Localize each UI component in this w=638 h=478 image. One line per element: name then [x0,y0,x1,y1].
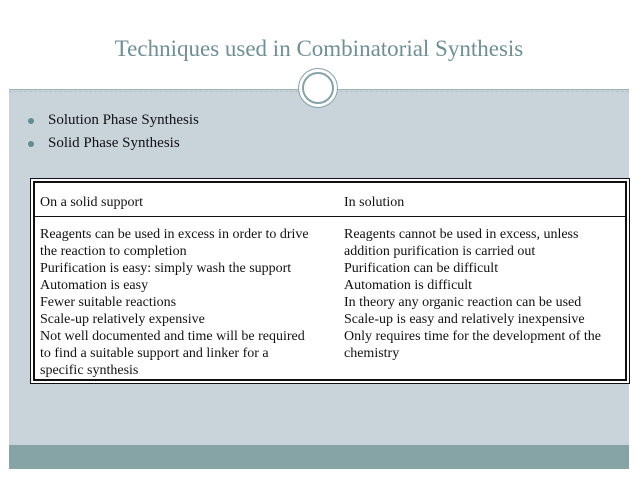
footer-bar [9,445,629,469]
table-header: In solution [344,195,405,210]
table-header: On a solid support [40,195,144,210]
cell-line: In theory any organic reaction can be used [344,295,582,310]
cell-line: Scale-up relatively expensive [40,312,205,327]
cell-line: the reaction to completion [40,244,187,259]
cell-line: Fewer suitable reactions [40,295,177,310]
cell-line: chemistry [344,346,400,361]
cell-line: Purification is easy: simply wash the support [40,261,292,276]
cell-line: Reagents cannot be used in excess, unless [344,227,579,242]
header-rule [35,216,625,217]
bullet-dot-icon [28,141,34,147]
slide [9,9,629,469]
cell-line: Automation is difficult [344,278,473,293]
cell-line: addition purification is carried out [344,244,536,259]
cell-line: to find a suitable support and linker for a [40,346,269,361]
cell-line: Purification can be difficult [344,261,499,276]
bullet-list [26,109,199,155]
circle-ornament-icon [302,72,334,104]
cell-line: specific synthesis [40,363,139,378]
bullet-item [26,132,199,155]
cell-line: Automation is easy [40,278,149,293]
bullet-item [26,109,199,132]
table-cell [40,226,309,379]
comparison-table [33,181,627,381]
cell-line: Not well documented and time will be required [40,329,305,344]
cell-line: Only requires time for the development of the [344,329,601,344]
cell-line: Scale-up is easy and relatively inexpensive [344,312,585,327]
bullet-dot-icon [28,118,34,124]
cell-line: Reagents can be used in excess in order to drive [40,227,309,242]
slide-title: Techniques used in Combinatorial Synthesis [114,36,524,61]
bullet-text: Solution Phase Synthesis [48,112,199,128]
bullet-text: Solid Phase Synthesis [48,135,180,151]
table-cell [344,226,601,362]
